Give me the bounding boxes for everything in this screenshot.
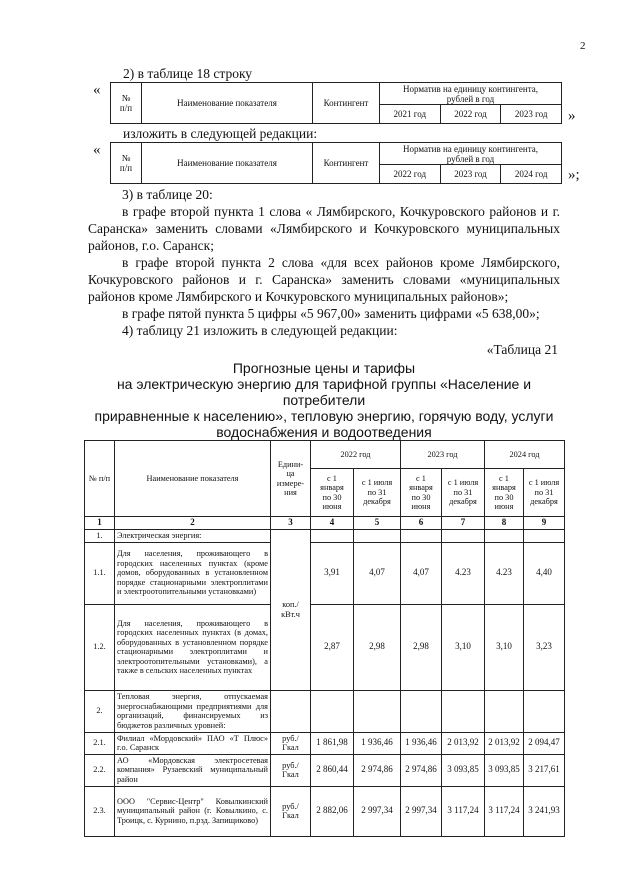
mini-new-year-3: 2024 год xyxy=(501,165,562,184)
mini-old-no: № п/п xyxy=(111,83,142,124)
header-half-2: с 1 июля по 31 декабря xyxy=(442,469,485,517)
col-number: 6 xyxy=(401,517,442,530)
unit-kop-kwh: коп./ кВт.ч xyxy=(271,529,311,690)
header-half-2: с 1 июля по 31 декабря xyxy=(524,469,565,517)
title-line-2: на электрическую энергию для тарифной группы «Население и потребители xyxy=(116,376,532,408)
col-number: 4 xyxy=(311,517,354,530)
mini-old-year-2: 2022 год xyxy=(440,105,501,124)
title-line-1: Прогнозные цены и тарифы xyxy=(232,360,416,376)
para-3b: в графе второй пункта 2 слова «для всех районов кроме Лямбирского, Кочкуровского районов и г. Саранска» заменить словами «муниципальных районов кроме Лямбирского и Кочкуровского муниципальных районов»; xyxy=(88,255,560,304)
row-unit: руб./ Гкал xyxy=(271,754,311,786)
table-row xyxy=(85,529,565,542)
mini-new-norm: Норматив на единицу контингента, рублей в год xyxy=(380,143,562,165)
mini-old-norm: Норматив на единицу контингента, рублей в год xyxy=(380,83,562,105)
table-ref: «Таблица 21 xyxy=(486,342,558,357)
value-cell: 4.23 xyxy=(485,542,524,604)
value-cell: 1 936,46 xyxy=(354,732,401,754)
row-no: 2.1. xyxy=(85,732,115,754)
table-row xyxy=(85,604,565,690)
value-cell: 4,07 xyxy=(401,542,442,604)
row-no: 2.3. xyxy=(85,786,115,836)
col-number: 9 xyxy=(524,517,565,530)
row-name: Для населения, проживающего в городских населенных пунктах (в домах, оборудованных в установленном порядке стационарными электроплитами и электроотопительными установками), а также в сельских населенных пунктах xyxy=(115,604,271,690)
value-cell: 3 117,24 xyxy=(485,786,524,836)
value-cell: 2,98 xyxy=(401,604,442,690)
value-cell: 4,40 xyxy=(524,542,565,604)
header-half-1: с 1 января по 30 июня xyxy=(485,469,524,517)
value-cell: 2 882,06 xyxy=(311,786,354,836)
header-name: Наименование показателя xyxy=(115,441,271,517)
para-3a: в графе второй пункта 1 слова « Лямбирского, Кочкуровского районов и г. Саранска» заменить словами «Лямбирского и Кочкуровского муниципальных районов, г.о. Саранск; xyxy=(88,204,560,253)
header-half-1: с 1 января по 30 июня xyxy=(401,469,442,517)
value-cell: 2 013,92 xyxy=(485,732,524,754)
value-cell: 3 241,93 xyxy=(524,786,565,836)
value-cell: 2 860,44 xyxy=(311,754,354,786)
item-2-text: 2) в таблице 18 строку xyxy=(123,66,253,81)
para-3c: в графе пятой пункта 5 цифры «5 967,00» заменить цифрами «5 638,00»; xyxy=(122,306,540,321)
table-row xyxy=(85,786,565,836)
value-cell: 3 093,85 xyxy=(442,754,485,786)
value-cell: 2 013,92 xyxy=(442,732,485,754)
value-cell: 2 997,34 xyxy=(401,786,442,836)
row-unit: руб./ Гкал xyxy=(271,732,311,754)
value-cell: 3,10 xyxy=(442,604,485,690)
value-cell: 3 093,85 xyxy=(485,754,524,786)
mini-table-new xyxy=(110,142,562,184)
para-4: 4) таблицу 21 изложить в следующей редакции: xyxy=(122,323,398,338)
close-quote-1: » xyxy=(568,108,576,124)
row-name: Электрическая энергия: xyxy=(115,529,271,542)
value-cell: 3 117,24 xyxy=(442,786,485,836)
value-cell: 3,10 xyxy=(485,604,524,690)
value-cell: 2 974,86 xyxy=(401,754,442,786)
edit-text: изложить в следующей редакции: xyxy=(123,126,318,141)
mini-new-name: Наименование показателя xyxy=(142,143,313,184)
table-row xyxy=(85,732,565,754)
value-cell: 3,91 xyxy=(311,542,354,604)
close-quote-2: »; xyxy=(568,167,580,183)
header-half-1: с 1 января по 30 июня xyxy=(311,469,354,517)
col-number: 2 xyxy=(115,517,271,530)
open-quote-2: « xyxy=(93,142,101,158)
row-unit: руб./ Гкал xyxy=(271,786,311,836)
header-half-2: с 1 июля по 31 декабря xyxy=(354,469,401,517)
col-number: 8 xyxy=(485,517,524,530)
row-name: Филиал «Мордовский» ПАО «Т Плюс» г.о. Саранск xyxy=(115,732,271,754)
col-number: 7 xyxy=(442,517,485,530)
col-number: 1 xyxy=(85,517,115,530)
mini-table-old xyxy=(110,82,562,124)
row-no: 2. xyxy=(85,690,115,732)
value-cell: 1 861,98 xyxy=(311,732,354,754)
value-cell: 1 936,46 xyxy=(401,732,442,754)
open-quote-1: « xyxy=(93,82,101,98)
row-no: 1. xyxy=(85,529,115,542)
title-line-3: приравненные к населению», тепловую энергию, горячую воду, услуги xyxy=(94,408,554,424)
value-cell: 2 094,47 xyxy=(524,732,565,754)
mini-new-contingent: Контингент xyxy=(313,143,380,184)
value-cell: 4.23 xyxy=(442,542,485,604)
row-no: 1.1. xyxy=(85,542,115,604)
value-cell: 2,87 xyxy=(311,604,354,690)
mini-new-year-2: 2023 год xyxy=(440,165,501,184)
value-cell: 4,07 xyxy=(354,542,401,604)
value-cell: 2 974,86 xyxy=(354,754,401,786)
row-name: Для населения, проживающего в городских населенных пунктах (кроме домов, оборудованных в установленном порядке стационарными электроплитами и электроотопительными установками) xyxy=(115,542,271,604)
tariff-table xyxy=(84,440,565,837)
header-year-2023: 2023 год xyxy=(401,441,485,469)
table-row xyxy=(85,690,565,732)
amendment-paragraphs xyxy=(88,186,560,339)
value-cell: 2 997,34 xyxy=(354,786,401,836)
row-name: ООО "Сервис-Центр" Ковылкинский муниципальный район (г. Ковылкино, с. Троицк, с. Курнино, п.рзд. Запищиково) xyxy=(115,786,271,836)
value-cell: 2,98 xyxy=(354,604,401,690)
header-unit: Едини- ца измере- ния xyxy=(271,441,311,517)
header-year-2024: 2024 год xyxy=(485,441,565,469)
value-cell: 3 217,61 xyxy=(524,754,565,786)
row-name: Тепловая энергия, отпускаемая энергоснабжающими предприятиями для организаций, финансируемых из бюджетов различных уровней: xyxy=(115,690,271,732)
mini-new-year-1: 2022 год xyxy=(380,165,441,184)
mini-old-name: Наименование показателя xyxy=(142,83,313,124)
row-no: 1.2. xyxy=(85,604,115,690)
col-number: 3 xyxy=(271,517,311,530)
page-number: 2 xyxy=(580,40,586,52)
table-row xyxy=(85,754,565,786)
col-number: 5 xyxy=(354,517,401,530)
title-line-4: водоснабжения и водоотведения xyxy=(216,424,432,440)
table-row xyxy=(85,542,565,604)
mini-old-year-1: 2021 год xyxy=(380,105,441,124)
mini-old-contingent: Контингент xyxy=(313,83,380,124)
value-cell: 3,23 xyxy=(524,604,565,690)
row-no: 2.2. xyxy=(85,754,115,786)
mini-new-no: № п/п xyxy=(111,143,142,184)
para-3: 3) в таблице 20: xyxy=(122,187,213,202)
row-name: АО «Мордовская электросетевая компания» Рузаевский муниципальный район xyxy=(115,754,271,786)
mini-old-year-3: 2023 год xyxy=(501,105,562,124)
header-no: № п/п xyxy=(85,441,115,517)
header-year-2022: 2022 год xyxy=(311,441,401,469)
table-title xyxy=(84,360,564,440)
